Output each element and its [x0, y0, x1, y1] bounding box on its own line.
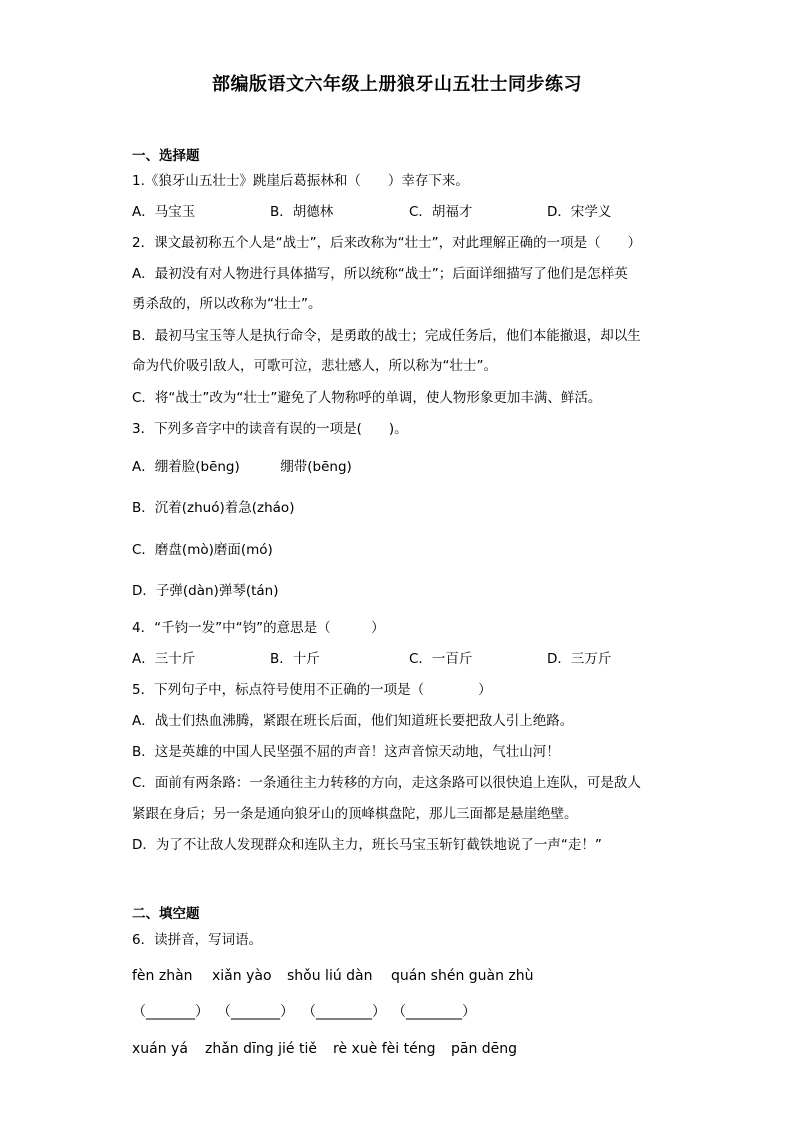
answer-blank[interactable]: （_______） [217, 1004, 294, 1020]
question-3-stem: 3．下列多音字中的读音有误的一项是( )。 [132, 421, 408, 437]
question-1-stem: 1.《狼牙山五壮士》跳崖后葛振林和（ ）幸存下来。 [132, 173, 469, 189]
pinyin-item: xiǎn yào [212, 968, 272, 984]
question-4-option-c: C．一百斤 [409, 651, 473, 667]
question-1-option-a: A．马宝玉 [132, 204, 196, 220]
question-2-option-c: C．将“战士”改为“壮士”避免了人物称呼的单调，使人物形象更加丰满、鲜活。 [132, 390, 602, 406]
question-5-stem: 5．下列句子中，标点符号使用不正确的一项是（ ） [132, 682, 492, 698]
section-heading-choice: 一、选择题 [132, 148, 200, 164]
question-5-option-b: B．这是英雄的中国人民坚强不屈的声音！这声音惊天动地，气壮山河！ [132, 744, 560, 760]
question-2-stem: 2．课文最初称五个人是“战士”，后来改称为“壮士”，对此理解正确的一项是（ ） [132, 235, 642, 251]
answer-blank[interactable]: （________） [392, 1004, 476, 1020]
question-1-option-d: D．宋学义 [547, 204, 612, 220]
pinyin-item: zhǎn dīng jié tiě [205, 1041, 317, 1057]
page-title: 部编版语文六年级上册狼牙山五壮士同步练习 [212, 74, 582, 95]
question-5-option-a: A．战士们热血沸腾，紧跟在班长后面，他们知道班长要把敌人引上绝路。 [132, 713, 574, 729]
section-heading-fill: 二、填空题 [132, 906, 200, 922]
question-2-option-b-line1: B．最初马宝玉等人是执行命令，是勇敢的战士；完成任务后，他们本能撤退，却以生 [132, 328, 641, 344]
question-1-option-c: C．胡福才 [409, 204, 473, 220]
question-4-option-d: D．三万斤 [547, 651, 612, 667]
question-3-option-c: C．磨盘(mò)磨面(mó) [132, 542, 273, 558]
question-3-option-d: D．子弹(dàn)弹琴(tán) [132, 583, 279, 599]
question-4-option-b: B．十斤 [270, 651, 320, 667]
question-4-option-a: A．三十斤 [132, 651, 196, 667]
question-6-stem: 6．读拼音，写词语。 [132, 932, 263, 948]
answer-blank[interactable]: （_______） [132, 1004, 209, 1020]
pinyin-item: pān dēng [451, 1041, 518, 1057]
question-4-stem: 4．“千钧一发”中“钧”的意思是（ ） [132, 620, 385, 636]
question-5-option-d: D．为了不让敌人发现群众和连队主力，班长马宝玉斩钉截铁地说了一声“走！” [132, 837, 602, 853]
question-3-option-a: A．绷着脸(bēng) 绷带(bēng) [132, 459, 352, 475]
question-2-option-a-line1: A．最初没有对人物进行具体描写，所以统称“战士”；后面详细描写了他们是怎样英 [132, 266, 628, 282]
pinyin-item: quán shén guàn zhù [391, 968, 534, 984]
question-5-option-c-line2: 紧跟在身后；另一条是通向狼牙山的顶峰棋盘陀，那儿三面都是悬崖绝壁。 [132, 806, 578, 822]
question-2-option-a-line2: 勇杀敌的，所以改称为“壮士”。 [132, 296, 322, 312]
question-1-option-b: B．胡德林 [270, 204, 334, 220]
pinyin-item: xuán yá [132, 1041, 188, 1057]
question-3-option-b: B．沉着(zhuó)着急(zháo) [132, 500, 295, 516]
pinyin-item: rè xuè fèi téng [333, 1041, 436, 1057]
pinyin-item: shǒu liú dàn [287, 968, 373, 984]
answer-blank[interactable]: （________） [302, 1004, 386, 1020]
question-5-option-c-line1: C．面前有两条路：一条通往主力转移的方向，走这条路可以很快追上连队，可是敌人 [132, 775, 641, 791]
question-2-option-b-line2: 命为代价吸引敌人，可歌可泣，悲壮感人，所以称为“壮士”。 [132, 358, 497, 374]
pinyin-item: fèn zhàn [132, 968, 193, 984]
